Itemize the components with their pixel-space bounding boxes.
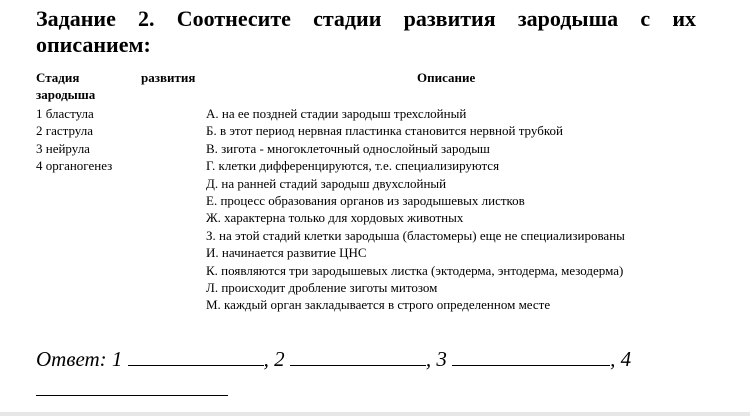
answer-label: Ответ: 1 bbox=[36, 347, 123, 371]
description-item: З. на этой стадий клетки зародыша (бластомеры) еще не специализированы bbox=[206, 227, 625, 243]
answer-separator-4: , 4 bbox=[610, 347, 632, 371]
description-item: В. зигота - многоклеточный однослойный зародыш bbox=[206, 140, 490, 156]
task-title: Задание 2. Соотнесите стадии развития зародыша с их описанием: bbox=[36, 6, 696, 57]
stage-item: 1 бластула bbox=[36, 106, 94, 121]
stage-item: 3 нейрула bbox=[36, 140, 90, 156]
description-item: Б. в этот период нервная пластинка становится нервной трубкой bbox=[206, 123, 563, 139]
description-item: Е. процесс образования органов из зародышевых листков bbox=[206, 193, 525, 209]
stage-item: 4 органогенез bbox=[36, 158, 113, 174]
description-list bbox=[206, 105, 625, 314]
answer-separator-2: , 2 bbox=[263, 347, 285, 371]
answer-blank-2[interactable] bbox=[290, 347, 426, 366]
answer-line bbox=[36, 346, 631, 372]
answer-blank-1[interactable] bbox=[128, 347, 264, 366]
description-item: А. на ее поздней стадии зародыш трехслойный bbox=[206, 106, 467, 121]
description-item: Д. на ранней стадий зародыш двухслойный bbox=[206, 175, 447, 191]
column-header-stage: Стадия bbox=[36, 70, 80, 85]
stage-list bbox=[36, 105, 112, 175]
answer-separator-3: , 3 bbox=[425, 347, 447, 371]
column-header-development: развития bbox=[141, 70, 196, 85]
description-item: Л. происходит дробление зиготы митозом bbox=[206, 280, 438, 296]
column-header-embryo: зародыша bbox=[36, 87, 96, 102]
description-item: Г. клетки дифференцируются, т.е. специализируются bbox=[206, 158, 500, 174]
description-item: Ж. характерна только для хордовых животных bbox=[206, 210, 464, 226]
answer-blank-4[interactable] bbox=[36, 395, 228, 396]
answer-blank-3[interactable] bbox=[452, 347, 610, 366]
page-bottom-divider bbox=[0, 412, 750, 416]
description-item: И. начинается развитие ЦНС bbox=[206, 245, 367, 261]
stage-item: 2 гаструла bbox=[36, 123, 93, 139]
description-item: М. каждый орган закладывается в строго определенном месте bbox=[206, 297, 551, 313]
column-header-description: Описание bbox=[417, 70, 476, 85]
description-item: К. появляются три зародышевых листка (эктодерма, энтодерма, мезодерма) bbox=[206, 262, 624, 278]
